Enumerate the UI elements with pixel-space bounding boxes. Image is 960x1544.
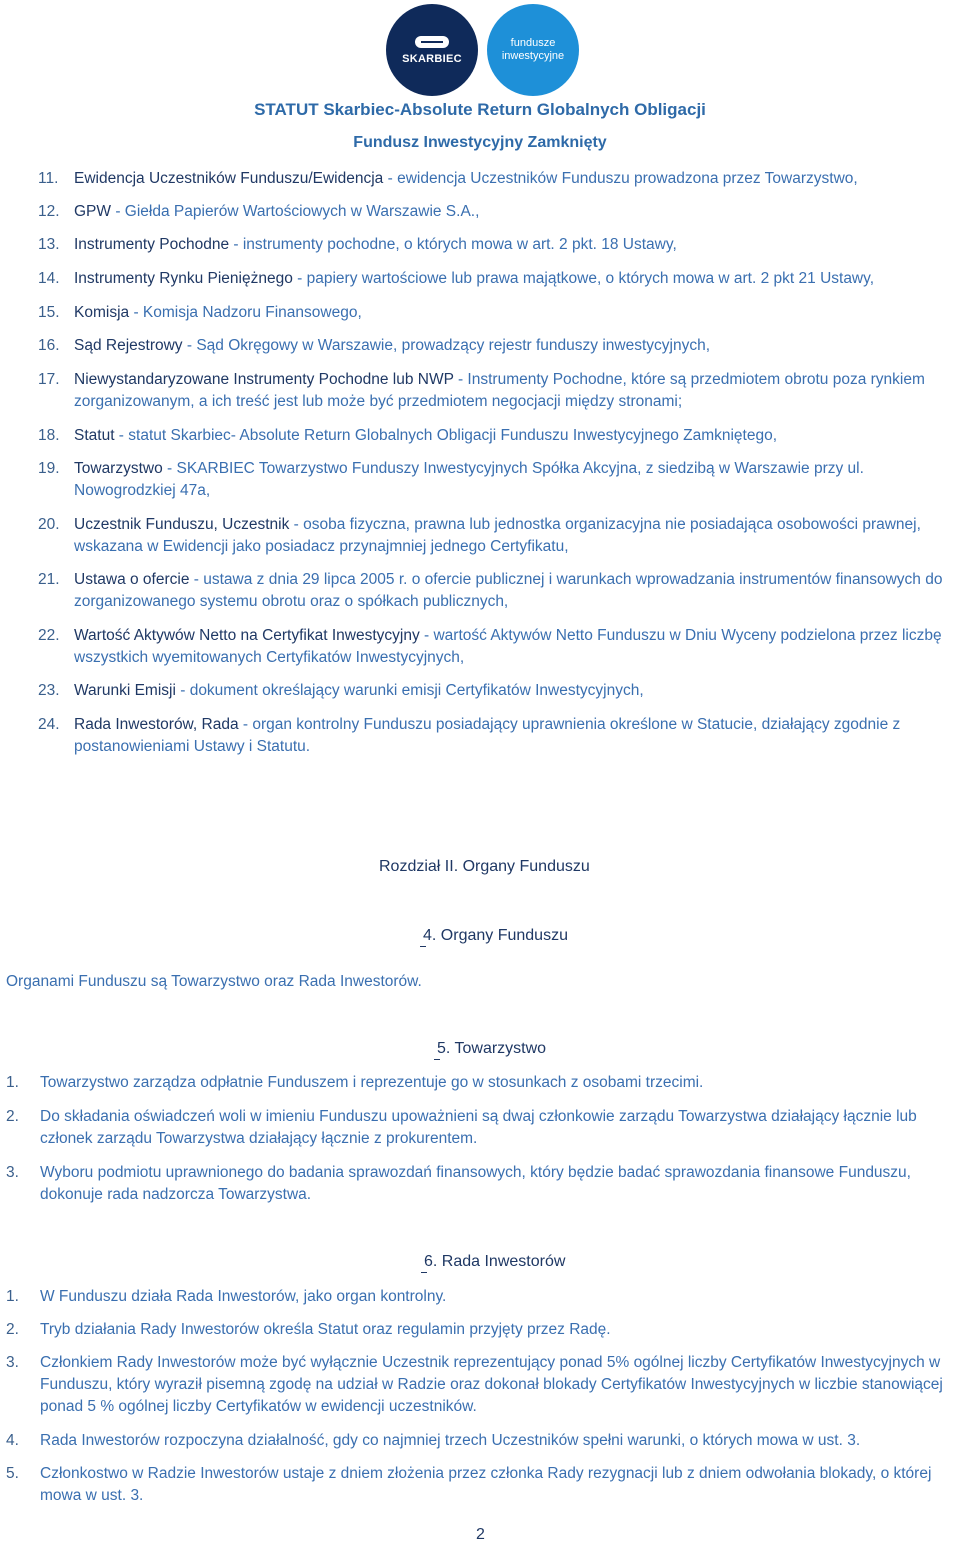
definition-num: 23. (38, 682, 60, 699)
definition-term: Ustawa o ofercie (74, 571, 190, 588)
definition-term: Wartość Aktywów Netto na Certyfikat Inwestycyjny (74, 627, 420, 644)
fundusze-logo (487, 4, 579, 96)
list-text: Członkiem Rady Inwestorów może być wyłącznie Uczestnik reprezentujący ponad 5% ogólnej liczby Certyfikatów Inwestycyjnych w (40, 1354, 941, 1371)
definition-desc: - organ kontrolny Funduszu posiadający uprawnienia określone w Statucie, działający zgodnie z (238, 716, 901, 733)
definition-num: 13. (38, 236, 60, 253)
definition-term: Ewidencja Uczestników Funduszu/Ewidencja (74, 170, 384, 187)
list-text-cont: mowa w ust. 3. (40, 1487, 144, 1504)
list-item (6, 1106, 956, 1152)
section-5-underline (434, 1059, 440, 1060)
skarbiec-mark-icon (415, 36, 449, 48)
list-num: 5. (6, 1465, 19, 1482)
definition-num: 21. (38, 571, 60, 588)
list-num: 2. (6, 1321, 19, 1338)
list-num: 1. (6, 1288, 19, 1305)
definition-desc-cont: wszystkich wyemitowanych Certyfikatów Inwestycyjnych, (74, 649, 465, 666)
section-6-underline (421, 1272, 427, 1273)
definition-num: 12. (38, 203, 60, 220)
definition-term: Sąd Rejestrowy (74, 337, 183, 354)
section-6-title: 6. Rada Inwestorów (424, 1253, 566, 1270)
chapter-title: Rozdział II. Organy Funduszu (379, 858, 590, 875)
skarbiec-logo (386, 4, 478, 96)
definition-desc-cont: wskazana w Ewidencji jako posiadacz przynajmniej jednego Certyfikatu, (74, 538, 569, 555)
logo-left-text: SKARBIEC (402, 52, 462, 65)
definition-term: Towarzystwo (74, 460, 163, 477)
list-text-cont: ponad 5 % ogólnej liczby Certyfikatów w ewidencji uczestników. (40, 1398, 477, 1415)
section-5-title: 5. Towarzystwo (437, 1040, 547, 1057)
list-text: W Funduszu działa Rada Inwestorów, jako organ kontrolny. (40, 1288, 447, 1305)
definition-term: Instrumenty Rynku Pieniężnego (74, 270, 293, 287)
definition-num: 11. (38, 170, 59, 187)
definition-term: Statut (74, 427, 115, 444)
definition-num: 15. (38, 304, 60, 321)
definition-num: 18. (38, 427, 60, 444)
definition-desc-cont: Nowogrodzkiej 47a, (74, 482, 211, 499)
definition-desc-cont: zorganizowanego systemu obrotu oraz o spółkach publicznych, (74, 593, 509, 610)
definition-desc: - Komisja Nadzoru Finansowego, (129, 304, 362, 321)
definition-desc: - wartość Aktywów Netto Funduszu w Dniu Wyceny podzielona przez liczbę (419, 627, 942, 644)
list-num: 3. (6, 1354, 19, 1371)
list-text: Tryb działania Rady Inwestorów określa Statut oraz regulamin przyjęty przez Radę. (40, 1321, 611, 1338)
list-item (6, 1463, 956, 1509)
list-num: 4. (6, 1432, 19, 1449)
definition-num: 14. (38, 270, 60, 287)
definition-term: Instrumenty Pochodne (74, 236, 230, 253)
definition-num: 24. (38, 716, 60, 733)
definition-item (38, 569, 958, 615)
definition-desc: - ewidencja Uczestników Funduszu prowadzona przez Towarzystwo, (383, 170, 858, 187)
definition-desc: - SKARBIEC Towarzystwo Funduszy Inwestycyjnych Spółka Akcyjna, z siedzibą w Warszawie przy ul. (162, 460, 864, 477)
list-text: Wyboru podmiotu uprawnionego do badania sprawozdań finansowych, który będzie badać sprawozdania finansowe Funduszu, (40, 1164, 911, 1181)
definition-desc: - dokument określający warunki emisji Certyfikatów Inwestycyjnych, (175, 682, 644, 699)
page-number: 2 (476, 1526, 485, 1543)
definition-term: Rada Inwestorów, Rada (74, 716, 239, 733)
definition-term: Uczestnik Funduszu, Uczestnik (74, 516, 290, 533)
definition-desc: - papiery wartościowe lub prawa majątkowe, o których mowa w art. 2 pkt 21 Ustawy, (292, 270, 875, 287)
definition-num: 17. (38, 371, 60, 388)
definition-desc: - statut Skarbiec- Absolute Return Globalnych Obligacji Funduszu Inwestycyjnego Zamkniętego, (114, 427, 778, 444)
definition-desc: - osoba fizyczna, prawna lub jednostka organizacyjna nie posiadająca osobowości prawnej, (289, 516, 921, 533)
section-4-underline (420, 946, 426, 947)
definition-num: 16. (38, 337, 60, 354)
definition-desc-cont: zorganizowanym, a ich treść jest lub może być przedmiotem negocjacji między stronami; (74, 393, 683, 410)
definition-desc: - Giełda Papierów Wartościowych w Warszawie S.A., (111, 203, 480, 220)
logo-right-line2: inwestycyjne (501, 50, 565, 62)
section-4-title: 4. Organy Funduszu (423, 927, 568, 944)
definition-item (38, 458, 958, 504)
list-text-cont: członek zarządu Towarzystwa działający łącznie z prokurentem. (40, 1130, 478, 1147)
list-text: Członkostwo w Radzie Inwestorów ustaje z dniem złożenia przez członka Rady rezygnacji lub z dniem odwołania blokady, o której (40, 1465, 932, 1482)
document-subtitle: Fundusz Inwestycyjny Zamknięty (353, 134, 607, 151)
definition-num: 19. (38, 460, 60, 477)
list-text-cont: Funduszu, który wyraził pisemną zgodę na udział w Radzie oraz dokonał blokady Certyfikatów Inwestycyjnych w liczbie stanowiącej (40, 1376, 943, 1393)
logo-right-line1: fundusze (510, 37, 556, 49)
list-text: Rada Inwestorów rozpoczyna działalność, gdy co najmniej trzech Uczestników spełni warunki, o których mowa w ust. 3. (40, 1432, 861, 1449)
definition-desc: - Sąd Okręgowy w Warszawie, prowadzący rejestr funduszy inwestycyjnych, (182, 337, 711, 354)
section-4-text (6, 971, 422, 993)
list-num: 3. (6, 1164, 19, 1181)
list-text: Do składania oświadczeń woli w imieniu Funduszu upoważnieni są dwaj członkowie zarządu Towarzystwa działający łącznie lub (40, 1108, 917, 1125)
definition-item (38, 625, 958, 671)
list-num: 2. (6, 1108, 19, 1125)
definition-item (38, 369, 958, 415)
definition-desc: - Instrumenty Pochodne, które są przedmiotem obrotu poza rynkiem (453, 371, 925, 388)
definition-desc: - instrumenty pochodne, o których mowa w art. 2 pkt. 18 Ustawy, (229, 236, 677, 253)
list-text: Towarzystwo zarządza odpłatnie Funduszem i reprezentuje go w stosunkach z osobami trzecimi. (40, 1074, 704, 1091)
definition-item (38, 714, 958, 760)
definition-term: Warunki Emisji (74, 682, 176, 699)
list-text-cont: dokonuje rada nadzorcza Towarzystwa. (40, 1186, 312, 1203)
definition-num: 20. (38, 516, 60, 533)
definition-num: 22. (38, 627, 60, 644)
definition-desc-cont: postanowieniami Ustawy i Statutu. (74, 738, 311, 755)
list-num: 1. (6, 1074, 19, 1091)
definition-item (38, 514, 958, 560)
list-item (6, 1352, 956, 1420)
list-item (6, 1162, 956, 1208)
definition-term: Niewystandaryzowane Instrumenty Pochodne lub NWP (74, 371, 454, 388)
document-title: STATUT Skarbiec-Absolute Return Globalnych Obligacji (254, 100, 706, 119)
definition-term: GPW (74, 203, 112, 220)
definition-desc: - ustawa z dnia 29 lipca 2005 r. o ofercie publicznej i warunkach wprowadzania instrumentów finansowych do (189, 571, 943, 588)
definition-term: Komisja (74, 304, 130, 321)
section-4-paragraph: Organami Funduszu są Towarzystwo oraz Rada Inwestorów. (6, 973, 422, 990)
